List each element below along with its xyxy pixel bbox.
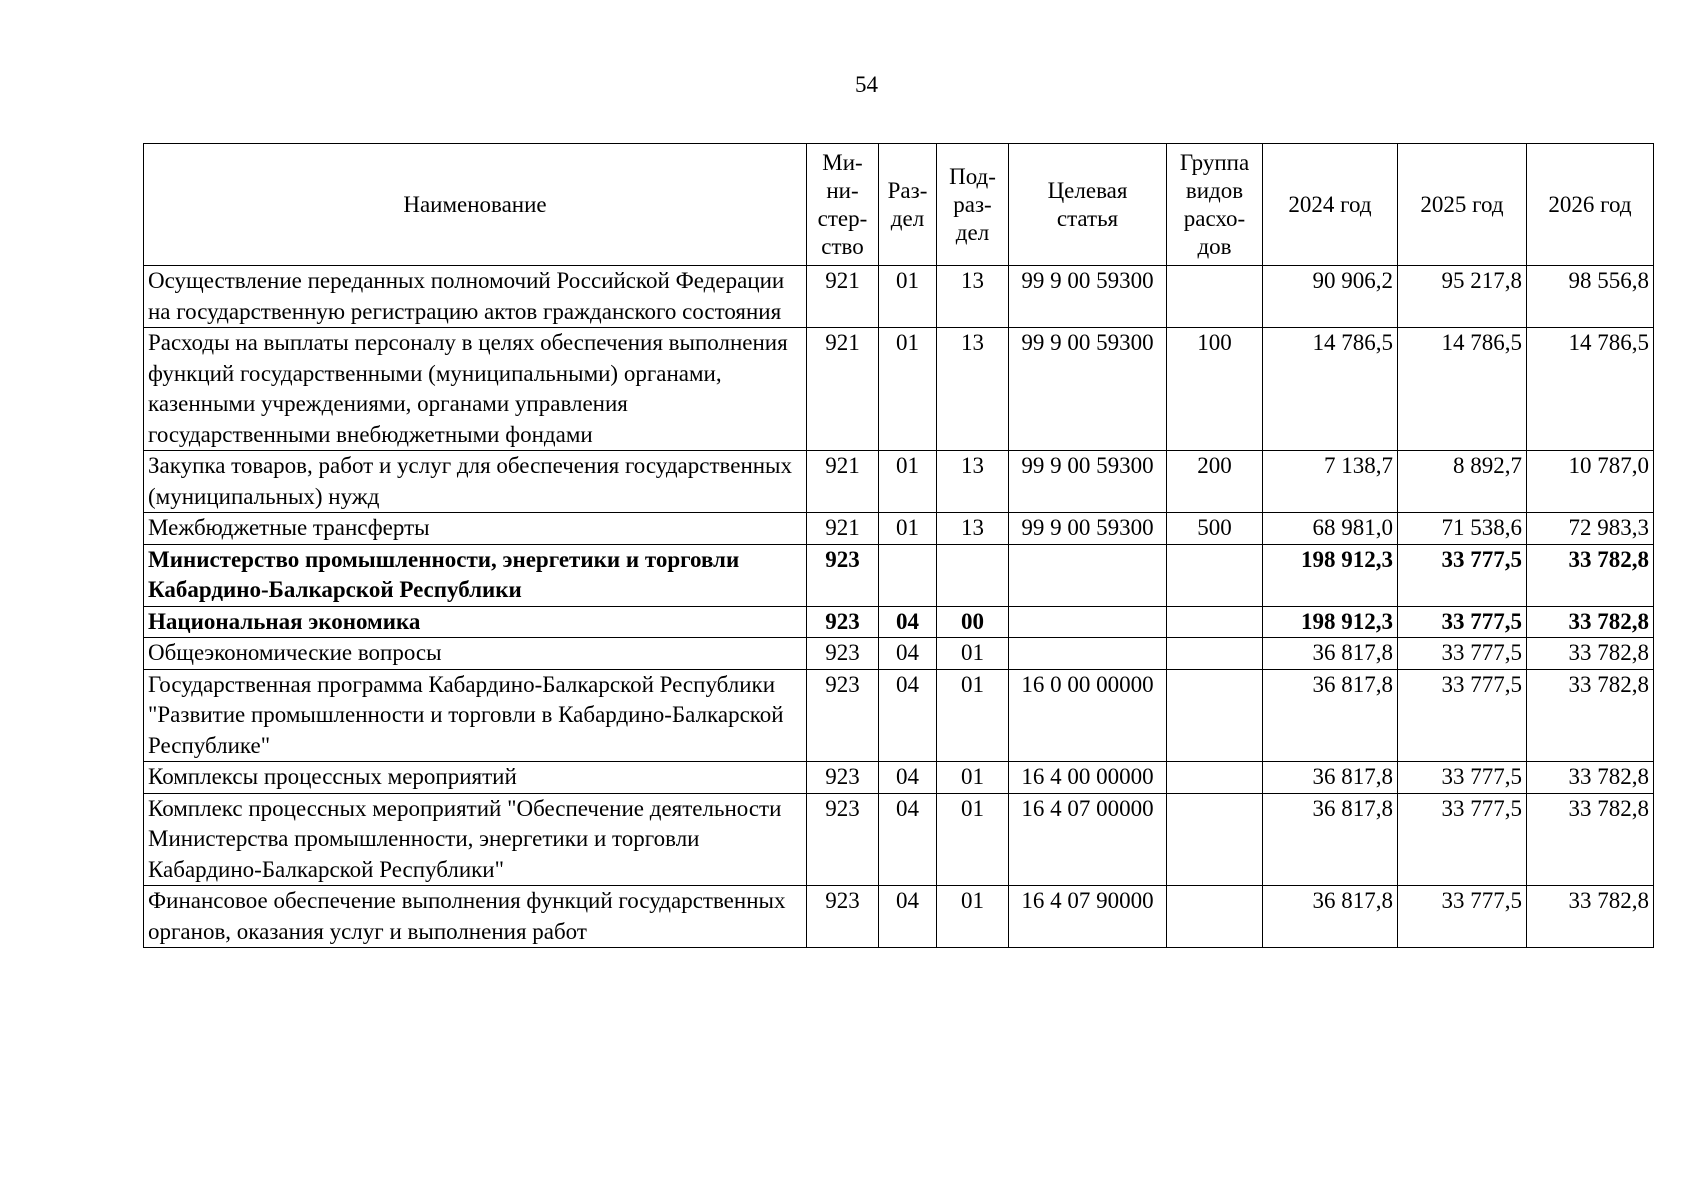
cell-name: Расходы на выплаты персоналу в целях обеспечения выполнения функций государственными (муниципальными) органами, казенными учреждениями, органами управления государственными внебюджетными фондами	[144, 328, 807, 451]
cell-ministry: 923	[807, 762, 879, 794]
table-row	[144, 451, 1654, 513]
cell-2026: 72 983,3	[1527, 513, 1654, 545]
table-row	[144, 606, 1654, 638]
table-row	[144, 762, 1654, 794]
table-row	[144, 793, 1654, 886]
cell-ministry: 923	[807, 638, 879, 670]
cell-ministry: 921	[807, 328, 879, 451]
cell-target	[1009, 638, 1167, 670]
cell-expense-group	[1167, 886, 1263, 948]
cell-name: Государственная программа Кабардино-Балкарской Республики "Развитие промышленности и торговли в Кабардино-Балкарской Республике"	[144, 669, 807, 762]
table-row	[144, 669, 1654, 762]
cell-2024: 36 817,8	[1263, 886, 1398, 948]
cell-2025: 8 892,7	[1398, 451, 1527, 513]
cell-name: Межбюджетные трансферты	[144, 513, 807, 545]
cell-2024: 90 906,2	[1263, 266, 1398, 328]
cell-subsection: 01	[937, 669, 1009, 762]
table-header-row	[144, 144, 1654, 266]
cell-2026: 33 782,8	[1527, 793, 1654, 886]
table-row	[144, 638, 1654, 670]
cell-target: 99 9 00 59300	[1009, 266, 1167, 328]
cell-ministry: 921	[807, 451, 879, 513]
cell-2025: 33 777,5	[1398, 886, 1527, 948]
cell-2024: 198 912,3	[1263, 544, 1398, 606]
cell-2025: 33 777,5	[1398, 793, 1527, 886]
cell-section: 01	[879, 328, 937, 451]
cell-subsection: 00	[937, 606, 1009, 638]
cell-subsection: 01	[937, 886, 1009, 948]
header-subsection: Под- раз- дел	[937, 144, 1009, 266]
header-2024: 2024 год	[1263, 144, 1398, 266]
cell-expense-group	[1167, 266, 1263, 328]
header-target: Целевая статья	[1009, 144, 1167, 266]
cell-2026: 98 556,8	[1527, 266, 1654, 328]
cell-section: 04	[879, 886, 937, 948]
cell-expense-group: 200	[1167, 451, 1263, 513]
cell-2025: 95 217,8	[1398, 266, 1527, 328]
cell-ministry: 923	[807, 886, 879, 948]
cell-section: 04	[879, 606, 937, 638]
cell-subsection: 13	[937, 451, 1009, 513]
table-row	[144, 328, 1654, 451]
cell-2026: 33 782,8	[1527, 669, 1654, 762]
cell-2024: 198 912,3	[1263, 606, 1398, 638]
cell-expense-group	[1167, 544, 1263, 606]
page-number: 54	[855, 72, 878, 97]
cell-target: 99 9 00 59300	[1009, 451, 1167, 513]
table-row	[144, 886, 1654, 948]
table-body	[144, 266, 1654, 948]
cell-name: Закупка товаров, работ и услуг для обеспечения государственных (муниципальных) нужд	[144, 451, 807, 513]
cell-section: 01	[879, 266, 937, 328]
cell-ministry: 923	[807, 606, 879, 638]
cell-expense-group	[1167, 638, 1263, 670]
header-expense-group: Группа видов расхо- дов	[1167, 144, 1263, 266]
cell-ministry: 921	[807, 266, 879, 328]
budget-table	[143, 143, 1654, 948]
cell-2026: 14 786,5	[1527, 328, 1654, 451]
cell-target: 16 0 00 00000	[1009, 669, 1167, 762]
cell-expense-group	[1167, 762, 1263, 794]
cell-subsection: 01	[937, 793, 1009, 886]
cell-2024: 36 817,8	[1263, 793, 1398, 886]
cell-2026: 33 782,8	[1527, 886, 1654, 948]
cell-2025: 14 786,5	[1398, 328, 1527, 451]
cell-name: Общеэкономические вопросы	[144, 638, 807, 670]
cell-section	[879, 544, 937, 606]
cell-2025: 71 538,6	[1398, 513, 1527, 545]
cell-section: 04	[879, 793, 937, 886]
cell-name: Финансовое обеспечение выполнения функций государственных органов, оказания услуг и выполнения работ	[144, 886, 807, 948]
cell-name: Комплекс процессных мероприятий "Обеспечение деятельности Министерства промышленности, энергетики и торговли Кабардино-Балкарской Республики"	[144, 793, 807, 886]
cell-2024: 68 981,0	[1263, 513, 1398, 545]
cell-ministry: 923	[807, 793, 879, 886]
cell-expense-group	[1167, 793, 1263, 886]
cell-section: 01	[879, 451, 937, 513]
cell-2025: 33 777,5	[1398, 762, 1527, 794]
cell-target: 99 9 00 59300	[1009, 328, 1167, 451]
header-ministry: Ми- ни- стер- ство	[807, 144, 879, 266]
cell-subsection	[937, 544, 1009, 606]
cell-2024: 36 817,8	[1263, 669, 1398, 762]
cell-subsection: 13	[937, 513, 1009, 545]
table-row	[144, 266, 1654, 328]
cell-target	[1009, 606, 1167, 638]
cell-expense-group	[1167, 669, 1263, 762]
cell-subsection: 01	[937, 638, 1009, 670]
table-row	[144, 544, 1654, 606]
cell-ministry: 923	[807, 544, 879, 606]
cell-2025: 33 777,5	[1398, 606, 1527, 638]
cell-2025: 33 777,5	[1398, 544, 1527, 606]
cell-ministry: 923	[807, 669, 879, 762]
cell-section: 04	[879, 669, 937, 762]
cell-2024: 36 817,8	[1263, 762, 1398, 794]
cell-name: Осуществление переданных полномочий Российской Федерации на государственную регистрацию актов гражданского состояния	[144, 266, 807, 328]
header-2026: 2026 год	[1527, 144, 1654, 266]
cell-2025: 33 777,5	[1398, 669, 1527, 762]
cell-name: Национальная экономика	[144, 606, 807, 638]
cell-section: 01	[879, 513, 937, 545]
cell-2026: 33 782,8	[1527, 638, 1654, 670]
header-section: Раз- дел	[879, 144, 937, 266]
cell-2026: 10 787,0	[1527, 451, 1654, 513]
cell-target: 16 4 00 00000	[1009, 762, 1167, 794]
header-2025: 2025 год	[1398, 144, 1527, 266]
cell-2026: 33 782,8	[1527, 762, 1654, 794]
cell-name: Министерство промышленности, энергетики и торговли Кабардино-Балкарской Республики	[144, 544, 807, 606]
cell-2024: 14 786,5	[1263, 328, 1398, 451]
cell-2026: 33 782,8	[1527, 606, 1654, 638]
cell-name: Комплексы процессных мероприятий	[144, 762, 807, 794]
cell-expense-group: 100	[1167, 328, 1263, 451]
cell-subsection: 13	[937, 266, 1009, 328]
cell-target: 99 9 00 59300	[1009, 513, 1167, 545]
cell-target: 16 4 07 90000	[1009, 886, 1167, 948]
cell-target	[1009, 544, 1167, 606]
cell-section: 04	[879, 762, 937, 794]
cell-expense-group: 500	[1167, 513, 1263, 545]
cell-2024: 36 817,8	[1263, 638, 1398, 670]
table-row	[144, 513, 1654, 545]
cell-2025: 33 777,5	[1398, 638, 1527, 670]
header-name: Наименование	[144, 144, 807, 266]
cell-section: 04	[879, 638, 937, 670]
cell-target: 16 4 07 00000	[1009, 793, 1167, 886]
cell-2026: 33 782,8	[1527, 544, 1654, 606]
cell-ministry: 921	[807, 513, 879, 545]
cell-subsection: 01	[937, 762, 1009, 794]
cell-2024: 7 138,7	[1263, 451, 1398, 513]
cell-subsection: 13	[937, 328, 1009, 451]
cell-expense-group	[1167, 606, 1263, 638]
